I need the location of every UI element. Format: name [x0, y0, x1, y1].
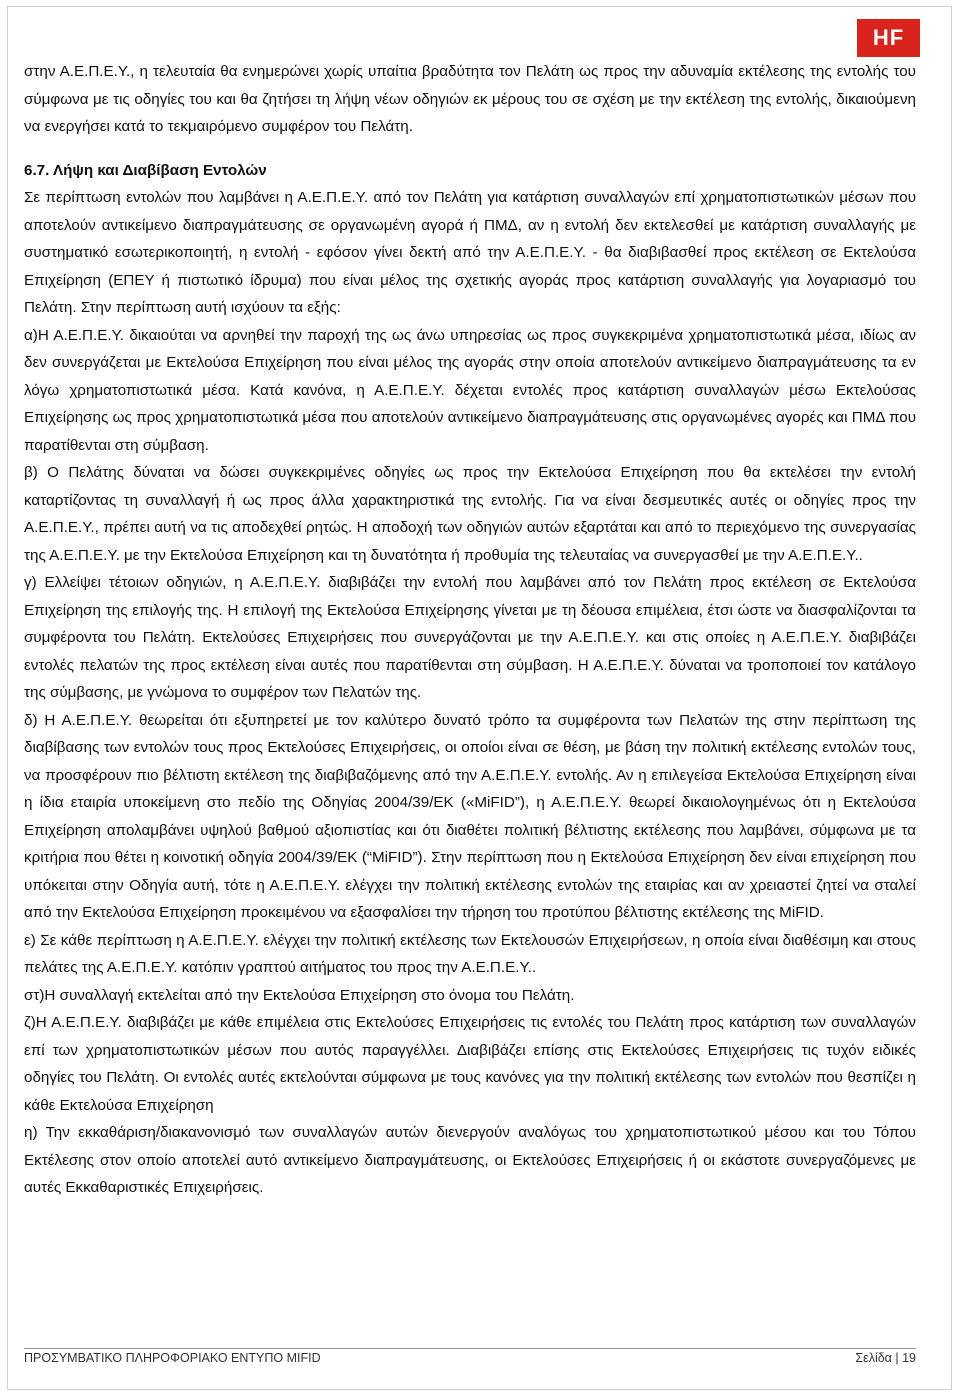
- paragraph-st: στ)Η συναλλαγή εκτελείται από την Εκτελούσα Επιχείρηση στο όνομα του Πελάτη.: [24, 986, 575, 1004]
- paragraph-z: ζ)Η Α.Ε.Π.Ε.Υ. διαβιβάζει με κάθε επιμέλεια στις Εκτελούσες Επιχειρήσεις τις εντολές του Πελάτη προς κατάρτιση των συναλλαγών επί των χρηματοπιστωτικών μέσων που αυτός παραγγέλλει. Διαβιβάζει επίσης στις Εκτελούσες Επιχειρήσεις τις τυχόν ειδικές οδηγίες του Πελάτη. Οι εντολές αυτές εκτελούνται σύμφωνα με τους κανόνες για την πολιτική εκτέλεσης των εντολών που θεσπίζει η κάθε Εκτελούσα Επιχείρηση: [24, 1014, 916, 1114]
- paragraph-e: ε) Σε κάθε περίπτωση η Α.Ε.Π.Ε.Υ. ελέγχει την πολιτική εκτέλεσης των Εκτελουσών Επιχειρήσεων, η οποία είναι διαθέσιμη και στους πελάτες της Α.Ε.Π.Ε.Υ. κατόπιν γραπτού αιτήματος του προς την Α.Ε.Π.Ε.Υ..: [24, 931, 916, 976]
- hf-logo: HF: [857, 19, 920, 57]
- page-footer: [24, 1348, 916, 1365]
- paragraph-a: α)Η Α.Ε.Π.Ε.Υ. δικαιούται να αρνηθεί την παροχή της ως άνω υπηρεσίας ως προς συγκεκριμένα χρηματοπιστωτικά μέσα, ιδίως αν δεν συνεργάζεται με Εκτελούσα Επιχείρηση που είναι μέλος της αγοράς στην οποία αποτελούν αντικείμενο διαπραγμάτευσης τα εν λόγω χρηματοπιστωτικά μέσα. Κατά κανόνα, η Α.Ε.Π.Ε.Υ. δέχεται εντολές προς κατάρτιση συναλλαγών μέσω Εκτελούσας Επιχείρησης ως προς χρηματοπιστωτικά μέσα που αποτελούν αντικείμενο διαπραγμάτευσης στις οργανωμένες αγορές και ΠΜΔ που παρατίθενται στη σύμβαση.: [24, 326, 916, 454]
- section-heading: 6.7. Λήψη και Διαβίβαση Εντολών: [24, 161, 267, 179]
- paragraph-h: η) Την εκκαθάριση/διακανονισμό των συναλλαγών αυτών διενεργούν αναλόγως του χρηματοπιστωτικού μέσου και του Τόπου Εκτέλεσης στον οποίο αποτελεί αυτό αντικείμενο διαπραγμάτευσης, οι Εκτελούσες Επιχειρήσεις ή οι εκάστοτε συνεργαζόμενες με αυτές Εκκαθαριστικές Επιχειρήσεις.: [24, 1124, 916, 1196]
- footer-page-number: Σελίδα | 19: [855, 1351, 916, 1365]
- footer-document-title: ΠΡΟΣΥΜΒΑΤΙΚΟ ΠΛΗΡΟΦΟΡΙΑΚΟ ΕΝΤΥΠΟ MIFID: [24, 1351, 321, 1365]
- document-body: [24, 58, 916, 1202]
- paragraph-d: δ) Η Α.Ε.Π.Ε.Υ. θεωρείται ότι εξυπηρετεί με τον καλύτερο δυνατό τρόπο τα συμφέροντα των Πελατών της στην περίπτωση της διαβίβασης των εντολών τους προς Εκτελούσες Επιχειρήσεις, οι οποίοι είναι σε θέση, με βάση την πολιτική εκτέλεσης εντολών τους, να προσφέρουν πιο βέλτιστη εκτέλεση της διαβιβαζόμενης από την Α.Ε.Π.Ε.Υ. εντολής. Αν η επιλεγείσα Εκτελούσα Επιχείρηση είναι η ίδια εταιρία υποκείμενη στο πεδίο της Οδηγίας 2004/39/ΕΚ («MiFID”), η Α.Ε.Π.Ε.Υ. θεωρεί δικαιολογημένως ότι η Εκτελούσα Επιχείρηση απολαμβάνει υψηλού βαθμού αξιοπιστίας και ότι διαθέτει πολιτική βέλτιστης εκτέλεσης που λαμβάνει, σύμφωνα με τα κριτήρια που θέτει η κοινοτική οδηγία 2004/39/ΕΚ (“MiFID”). Στην περίπτωση που η Εκτελούσα Επιχείρηση δεν είναι επιχείρηση που υπόκειται στην Οδηγία αυτή, τότε η Α.Ε.Π.Ε.Υ. ελέγχει την πολιτική εκτέλεσης εντολών της εταιρίας και αν χρειαστεί ζητεί να σταλεί από την Εκτελούσα Επιχείρηση προκειμένου να εξασφαλίσει την τήρηση του προτύπου βέλτιστης εκτέλεσης της MiFID.: [24, 711, 916, 921]
- paragraph-b: β) Ο Πελάτης δύναται να δώσει συγκεκριμένες οδηγίες ως προς την Εκτελούσα Επιχείρηση που θα εκτελέσει την εντολή καταρτίζοντας τη συναλλαγή ή ως προς άλλα χαρακτηριστικά της εντολής. Για να είναι δεσμευτικές αυτές οι οδηγίες προς την Α.Ε.Π.Ε.Υ., πρέπει αυτή να τις αποδεχθεί ρητώς. Η αποδοχή των οδηγιών αυτών εξαρτάται και από το περιεχόμενο της συνεργασίας της Α.Ε.Π.Ε.Υ. με την Εκτελούσα Επιχείρηση και τη δυνατότητα ή προθυμία της τελευταίας να συνεργασθεί με την Α.Ε.Π.Ε.Υ..: [24, 464, 916, 564]
- paragraph-intro: Σε περίπτωση εντολών που λαμβάνει η Α.Ε.Π.Ε.Υ. από τον Πελάτη για κατάρτιση συναλλαγών επί χρηματοπιστωτικών μέσων που αποτελούν αντικείμενο διαπραγμάτευσης σε οργανωμένη αγορά ή ΠΜΔ, αν η εντολή δεν εκτελεσθεί με κατάρτιση συναλλαγής με συστηματικό εσωτερικοποιητή, η εντολή - εφόσον γίνει δεκτή από την Α.Ε.Π.Ε.Υ. - θα διαβιβασθεί προς εκτέλεση σε Εκτελούσα Επιχείρηση (ΕΠΕΥ ή πιστωτικό ίδρυμα) που είναι μέλος της σχετικής αγοράς προς κατάρτιση συναλλαγής για λογαριασμό του Πελάτη. Στην περίπτωση αυτή ισχύουν τα εξής:: [24, 189, 916, 316]
- paragraph-c: γ) Ελλείψει τέτοιων οδηγιών, η Α.Ε.Π.Ε.Υ. διαβιβάζει την εντολή που λαμβάνει από τον Πελάτη προς εκτέλεση σε Εκτελούσα Επιχείρηση της επιλογής της. Η επιλογή της Εκτελούσα Επιχείρησης γίνεται με τη δέουσα επιμέλεια, έτσι ώστε να διασφαλίζονται τα συμφέροντα του Πελάτη. Εκτελούσες Επιχειρήσεις που συνεργάζονται με την Α.Ε.Π.Ε.Υ. και στις οποίες η Α.Ε.Π.Ε.Υ. διαβιβάζει εντολές πελατών της προς εκτέλεση είναι αυτές που παρατίθενται στη σύμβαση. Η Α.Ε.Π.Ε.Υ. δύναται να τροποποιεί τον κατάλογο της σύμβασης, με γνώμονα το συμφέρον των Πελατών της.: [24, 574, 916, 701]
- paragraph-continuation: στην Α.Ε.Π.Ε.Υ., η τελευταία θα ενημερώνει χωρίς υπαίτια βραδύτητα τον Πελάτη ως προς την αδυναμία εκτέλεσης της εντολής του σύμφωνα με τις οδηγίες του και θα ζητήσει τη λήψη νέων οδηγιών εκ μέρους του σε σχέση με την εκτέλεση της εντολής, δικαιούμενη να ενεργήσει κατά το τεκμαιρόμενο συμφέρον του Πελάτη.: [24, 63, 916, 135]
